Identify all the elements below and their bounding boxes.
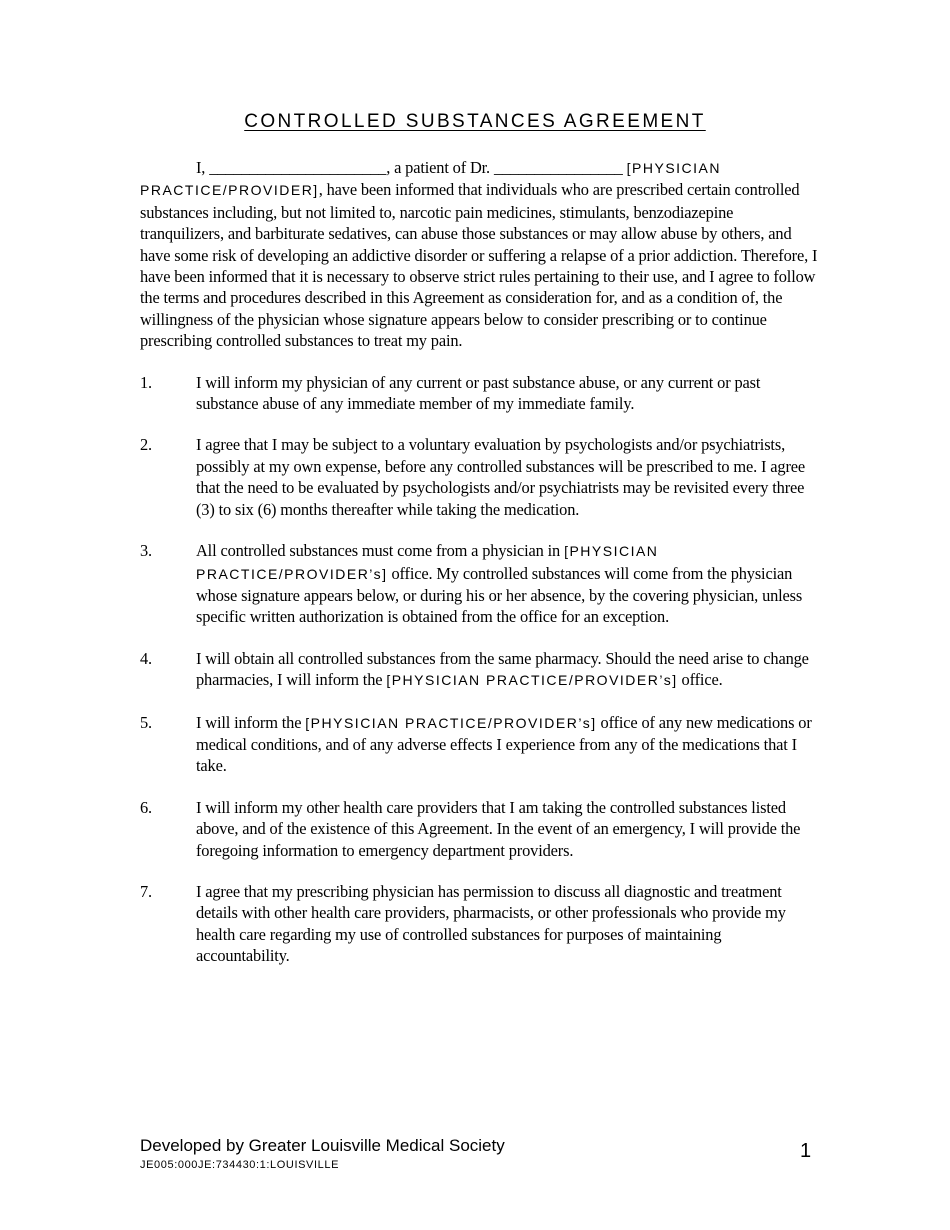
item-text: I agree that my prescribing physician has permission to discuss all diagnostic and treatment details with other health care providers, pharmacists, or other professionals who provide my health care regarding my use of controlled substances for purposes of maintaining accountability. — [196, 881, 786, 966]
agreement-item-6 — [140, 797, 818, 861]
agreement-item-7 — [140, 881, 818, 967]
provider-placeholder: [PHYSICIAN PRACTICE/PROVIDER’s] — [386, 672, 678, 689]
item-text — [196, 712, 818, 777]
intro-text-start: I, ______________________, a patient of Dr. ________________ — [196, 158, 627, 177]
item-text-end: office. My controlled substances will come from the physician whose signature appears below, or during his or her absence, by the covering physician, unless specific written authorization is obtained from the office for an exception. — [196, 563, 803, 627]
agreement-item-2 — [140, 434, 818, 520]
item-text-end: office of any new medications or medical conditions, and of any adverse effects I experience from any of the medications that I take. — [196, 712, 812, 776]
item-text: I will inform my physician of any current or past substance abuse, or any current or past substance abuse of any immediate member of my immediate family. — [196, 372, 761, 414]
provider-placeholder: [PHYSICIAN PRACTICE/PROVIDER’s] — [305, 714, 597, 731]
provider-placeholder: [PHYSICIAN PRACTICE/PROVIDER’s] — [196, 543, 659, 582]
item-number: 6. — [140, 797, 152, 817]
item-number: 2. — [140, 435, 152, 455]
item-text — [196, 648, 818, 692]
item-text-end: office. — [677, 670, 723, 690]
agreement-item-4 — [140, 648, 818, 692]
document-body — [140, 157, 818, 987]
document-title: CONTROLLED SUBSTANCES AGREEMENT — [244, 111, 706, 132]
item-text-start: I will inform the — [196, 712, 306, 732]
item-text-start: I will obtain all controlled substances from the same pharmacy. Should the need arise to change pharmacies, I will inform the — [196, 648, 809, 690]
item-text — [196, 540, 818, 628]
footer-document-code: JE005:000JE:734430:1:LOUISVILLE — [140, 1159, 340, 1171]
item-number: 5. — [140, 712, 152, 732]
intro-paragraph — [140, 157, 818, 352]
page-number: 1 — [800, 1140, 812, 1162]
item-number: 7. — [140, 881, 152, 901]
agreement-item-5 — [140, 712, 818, 777]
item-text-start: All controlled substances must come from a physician in — [196, 541, 565, 561]
agreement-item-1 — [140, 372, 818, 415]
item-text: I will inform my other health care providers that I am taking the controlled substances listed above, and of the existence of this Agreement. In the event of an emergency, I will provide the foregoing information to emergency department providers. — [196, 797, 801, 860]
intro-provider-placeholder: [PHYSICIAN PRACTICE/PROVIDER] — [140, 160, 721, 199]
item-number: 1. — [140, 372, 152, 392]
footer-developer: Developed by Greater Louisville Medical Society — [140, 1136, 505, 1155]
page-footer — [140, 1136, 820, 1171]
item-text: I agree that I may be subject to a voluntary evaluation by psychologists and/or psychiatrists, possibly at my own expense, before any controlled substances will be prescribed to me. I agree that the need to be evaluated by psychologists and/or psychiatrists may be revisited every three (3) to six (6) months thereafter while taking the medication. — [196, 435, 806, 519]
intro-text-end: , have been informed that individuals who are prescribed certain controlled substances including, but not limited to, narcotic pain medicines, stimulants, benzodiazepine tranquilizers, and barbiturate sedatives, can abuse those substances or may allow abuse by others, and have some risk of developing an addictive disorder or suffering a relapse of a prior addiction. Therefore, I have been informed that it is necessary to observe strict rules pertaining to their use, and I agree to follow the terms and procedures described in this Agreement as consideration for, and as a condition of, the willingness of the physician whose signature appears below to consider prescribing or to continue prescribing controlled substances to treat my pain. — [140, 180, 818, 351]
item-number: 4. — [140, 648, 152, 668]
agreement-item-3 — [140, 540, 818, 628]
item-number: 3. — [140, 541, 152, 561]
